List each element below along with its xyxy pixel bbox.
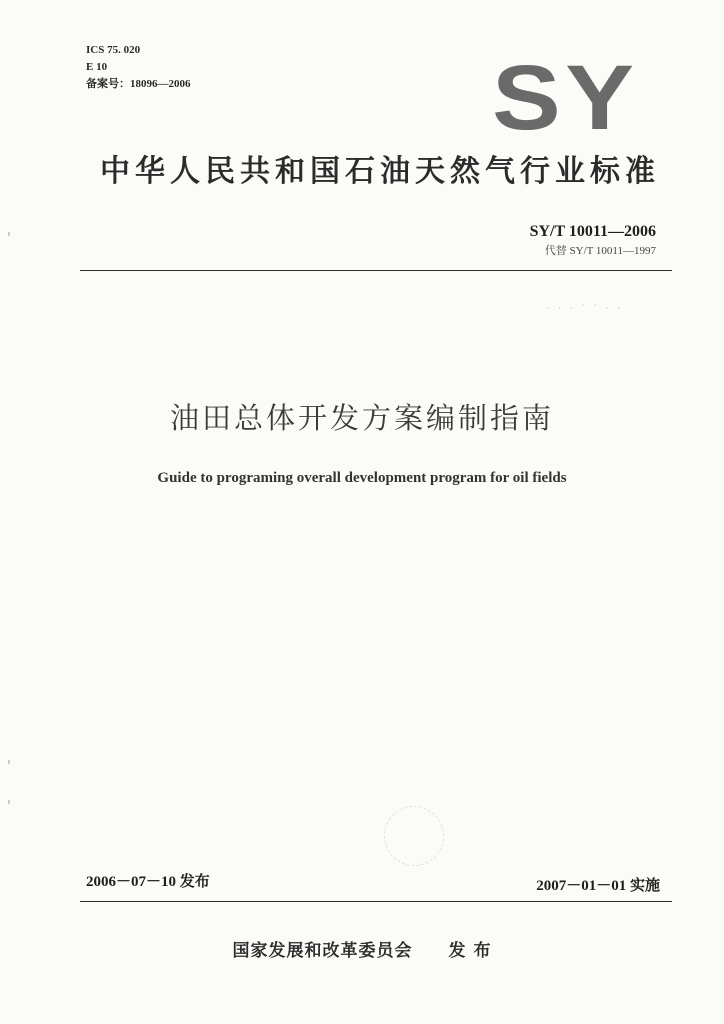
document-title: 油田总体开发方案编制指南 [169,401,554,435]
scan-edge-mark [8,232,10,236]
publisher-name: 国家发展和改革委员会 [232,941,413,961]
ics-code: ICS 75. 020 [86,44,141,56]
standard-number: SY/T 10011—2006 [529,223,656,240]
sy-logo: SY [492,47,639,149]
document-subtitle-english: Guide to programing overall development program for oil fields [157,470,567,486]
effective-date: 2007－01－01 实施 [536,878,660,894]
scan-edge-mark [8,800,10,804]
replaces-standard: 代替 SY/T 10011—1997 [544,245,656,257]
standard-code-block [530,222,656,260]
filing-number: 备案号：18096—2006 [86,78,191,90]
publisher-action: 发 布 [448,941,492,961]
classification-block [86,42,191,93]
scan-artifact: · · · ˊ ˊ · · [546,304,624,315]
faint-stamp-mark [384,806,444,866]
issue-date: 2006－07－10 发布 [86,874,210,890]
class-code: E 10 [86,61,108,73]
standard-title: 中华人民共和国石油天然气行业标准 [100,154,660,189]
top-divider [80,270,672,271]
bottom-divider [80,901,672,902]
publisher-line [0,940,724,962]
scan-edge-mark [8,760,10,764]
